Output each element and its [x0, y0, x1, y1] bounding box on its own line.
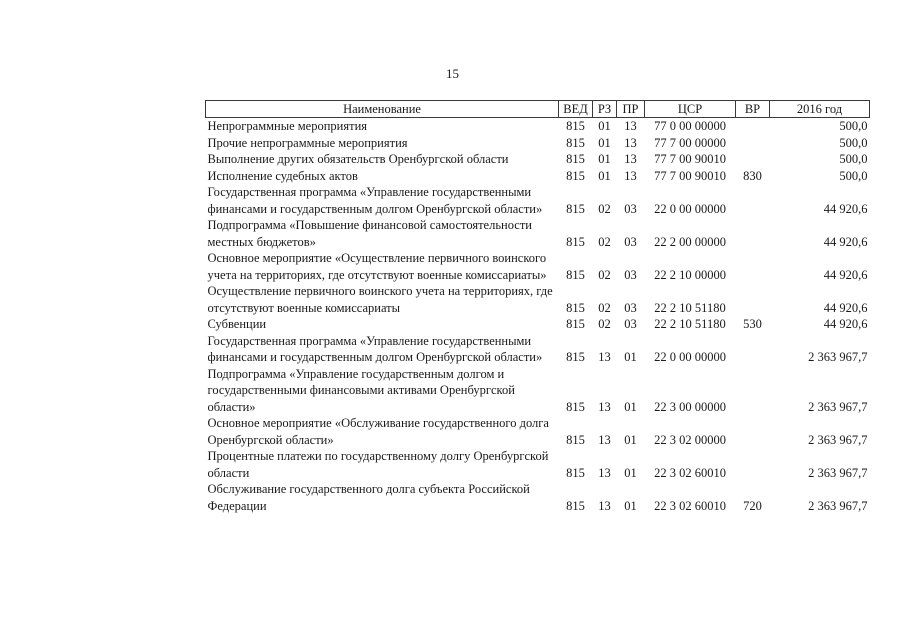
cell-name: Основное мероприятие «Осуществление первичного воинского учета на территориях, где отсутствуют военные комиссариаты» [207, 251, 547, 282]
cell-csr: 77 7 00 00000 [654, 135, 726, 150]
cell-vr [736, 283, 770, 316]
cell-sum: 44 920,6 [823, 234, 868, 249]
cell-sum: 500,0 [839, 119, 868, 133]
cell-name: Основное мероприятие «Обслуживание государственного долга Оренбургской области» [207, 416, 549, 447]
cell-vr [736, 151, 770, 168]
cell-ved: 815 [566, 135, 585, 150]
cell-csr: 22 2 00 00000 [654, 234, 726, 249]
cell-rz: 13 [598, 465, 611, 480]
cell-sum: 500,0 [839, 135, 868, 150]
header-csr: ЦСР [645, 101, 736, 118]
cell-pr: 01 [624, 465, 637, 480]
cell-ved: 815 [566, 350, 585, 364]
cell-rz: 02 [598, 234, 611, 249]
header-row [206, 101, 870, 118]
cell-sum: 2 363 967,7 [808, 399, 868, 414]
cell-name: Осуществление первичного воинского учета на территориях, где отсутствуют военные комиссариаты [207, 284, 553, 315]
cell-csr: 22 3 00 00000 [654, 399, 726, 414]
header-vr: ВР [736, 101, 770, 118]
cell-rz: 02 [598, 300, 611, 315]
cell-csr: 77 7 00 90010 [654, 152, 726, 166]
table-row [206, 283, 870, 316]
cell-csr: 22 2 10 51180 [654, 317, 726, 331]
header-year: 2016 год [770, 101, 870, 118]
cell-ved: 815 [566, 267, 585, 282]
table-row [206, 151, 870, 168]
cell-sum: 2 363 967,7 [808, 432, 868, 447]
cell-pr: 13 [624, 119, 637, 133]
cell-sum: 44 920,6 [823, 201, 868, 216]
cell-vr: 530 [743, 317, 762, 331]
table-row [206, 316, 870, 333]
cell-pr: 13 [624, 135, 637, 150]
cell-rz: 01 [598, 168, 611, 183]
cell-pr: 13 [624, 168, 637, 183]
cell-rz: 02 [598, 201, 611, 216]
budget-table [205, 100, 870, 514]
cell-ved: 815 [566, 498, 585, 513]
cell-pr: 03 [624, 201, 637, 216]
cell-sum: 44 920,6 [823, 317, 868, 331]
cell-name: Исполнение судебных актов [207, 168, 358, 183]
header-ved: ВЕД [559, 101, 593, 118]
cell-sum: 2 363 967,7 [808, 465, 868, 480]
table-row [206, 135, 870, 152]
cell-pr: 01 [624, 432, 637, 447]
cell-vr [736, 333, 770, 366]
header-pr: ПР [617, 101, 645, 118]
cell-name: Прочие непрограммные мероприятия [207, 135, 408, 150]
cell-rz: 02 [598, 317, 611, 331]
cell-name: Непрограммные мероприятия [207, 119, 368, 133]
cell-vr: 720 [743, 498, 762, 513]
cell-ved: 815 [566, 152, 585, 166]
cell-sum: 500,0 [839, 152, 868, 166]
cell-name: Выполнение других обязательств Оренбургской области [207, 152, 509, 166]
cell-rz: 01 [598, 119, 611, 133]
cell-rz: 01 [598, 135, 611, 150]
cell-csr: 22 3 02 00000 [654, 432, 726, 447]
page-number: 15 [446, 66, 459, 81]
cell-vr [736, 250, 770, 283]
header-rz: РЗ [593, 101, 617, 118]
cell-name: Государственная программа «Управление государственными финансами и государственным долгом Оренбургской области» [207, 333, 543, 364]
cell-sum: 2 363 967,7 [808, 498, 868, 513]
cell-name: Обслуживание государственного долга субъекта Российской Федерации [207, 482, 530, 513]
cell-csr: 22 2 10 00000 [654, 267, 726, 282]
cell-rz: 13 [598, 432, 611, 447]
cell-pr: 01 [624, 350, 637, 364]
cell-vr: 830 [743, 168, 762, 183]
cell-pr: 01 [624, 399, 637, 414]
table-row [206, 448, 870, 481]
header-name: Наименование [206, 101, 559, 118]
cell-csr: 22 3 02 60010 [654, 498, 726, 513]
cell-ved: 815 [566, 234, 585, 249]
cell-pr: 01 [624, 498, 637, 513]
cell-ved: 815 [566, 201, 585, 216]
cell-ved: 815 [566, 119, 585, 133]
table-row [206, 118, 870, 135]
cell-pr: 03 [624, 317, 637, 331]
cell-csr: 22 2 10 51180 [654, 300, 726, 315]
cell-ved: 815 [566, 168, 585, 183]
table-row [206, 415, 870, 448]
cell-sum: 2 363 967,7 [808, 350, 868, 364]
table-row [206, 481, 870, 514]
cell-csr: 77 0 00 00000 [654, 119, 726, 133]
cell-ved: 815 [566, 432, 585, 447]
cell-vr [736, 118, 770, 135]
cell-rz: 13 [598, 498, 611, 513]
cell-pr: 13 [624, 152, 637, 166]
cell-csr: 22 3 02 60010 [654, 465, 726, 480]
cell-name: Государственная программа «Управление государственными финансами и государственным долгом Оренбургской области» [207, 185, 543, 216]
cell-sum: 44 920,6 [823, 267, 868, 282]
cell-ved: 815 [566, 465, 585, 480]
cell-sum: 500,0 [839, 168, 868, 183]
table-body [206, 118, 870, 515]
table-row [206, 250, 870, 283]
cell-vr [736, 415, 770, 448]
cell-name: Подпрограмма «Повышение финансовой самостоятельности местных бюджетов» [207, 218, 532, 249]
cell-name: Подпрограмма «Управление государственным долгом и государственными финансовыми активами Оренбургской области» [207, 366, 515, 414]
cell-vr [736, 184, 770, 217]
cell-vr [736, 366, 770, 416]
cell-csr: 22 0 00 00000 [654, 201, 726, 216]
table-row [206, 366, 870, 416]
cell-pr: 03 [624, 234, 637, 249]
cell-rz: 13 [598, 399, 611, 414]
cell-csr: 22 0 00 00000 [654, 350, 726, 364]
cell-vr [736, 448, 770, 481]
cell-pr: 03 [624, 267, 637, 282]
cell-rz: 02 [598, 267, 611, 282]
table-header [206, 101, 870, 118]
cell-ved: 815 [566, 399, 585, 414]
cell-vr [736, 217, 770, 250]
table-row [206, 333, 870, 366]
cell-sum: 44 920,6 [823, 300, 868, 315]
cell-rz: 13 [598, 350, 611, 364]
cell-csr: 77 7 00 90010 [654, 168, 726, 183]
cell-vr [736, 135, 770, 152]
table-row [206, 184, 870, 217]
cell-name: Процентные платежи по государственному долгу Оренбургской области [207, 449, 549, 480]
cell-rz: 01 [598, 152, 611, 166]
table-row [206, 217, 870, 250]
table-row [206, 168, 870, 185]
cell-pr: 03 [624, 300, 637, 315]
cell-ved: 815 [566, 300, 585, 315]
cell-ved: 815 [566, 317, 585, 331]
cell-name: Субвенции [207, 317, 267, 331]
